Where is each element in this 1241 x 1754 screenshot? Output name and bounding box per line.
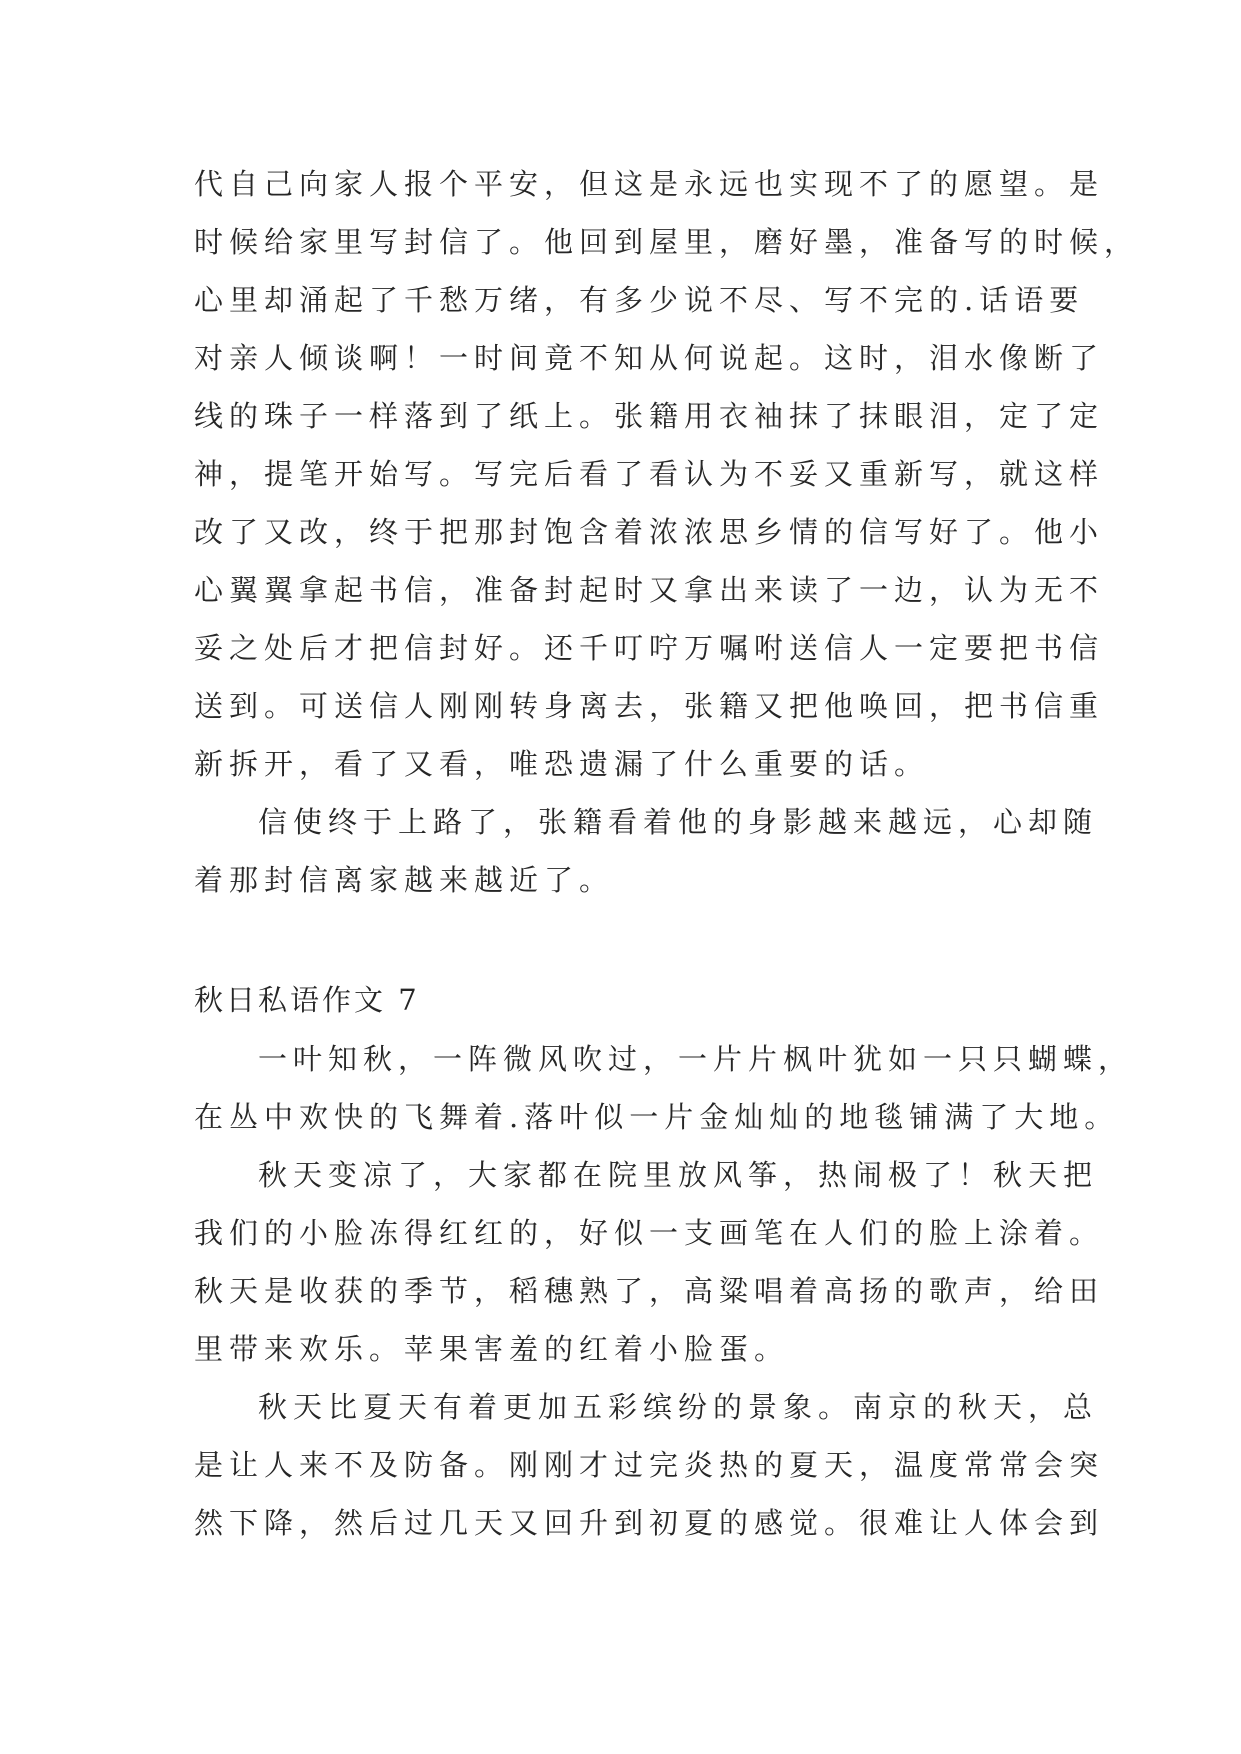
- text-line: 对亲人倾谈啊！一时间竟不知从何说起。这时，泪水像断了: [194, 341, 1105, 375]
- section1-paragraph2: [194, 793, 1099, 909]
- text-line: 代自己向家人报个平安，但这是永远也实现不了的愿望。是: [194, 167, 1105, 201]
- text-line: 送到。可送信人刚刚转身离去，张籍又把他唤回，把书信重: [194, 689, 1105, 723]
- text-line: 着那封信离家越来越近了。: [194, 863, 615, 897]
- text-line: 神，提笔开始写。写完后看了看认为不妥又重新写，就这样: [194, 457, 1105, 491]
- text-line: 新拆开，看了又看，唯恐遗漏了什么重要的话。: [194, 747, 930, 781]
- text-line: 然下降，然后过几天又回升到初夏的感觉。很难让人体会到: [194, 1506, 1105, 1540]
- text-line: 是让人来不及防备。刚刚才过完炎热的夏天，温度常常会突: [194, 1448, 1105, 1482]
- text-line: 里带来欢乐。苹果害羞的红着小脸蛋。: [194, 1332, 790, 1366]
- text-line: 改了又改，终于把那封饱含着浓浓思乡情的信写好了。他小: [194, 515, 1105, 549]
- section2-paragraph3: [194, 1378, 1105, 1552]
- text-line: 心里却涌起了千愁万绪，有多少说不尽、写不完的.话语要: [194, 283, 1085, 317]
- text-line: 我们的小脸冻得红红的，好似一支画笔在人们的脸上涂着。: [194, 1216, 1105, 1250]
- section2-paragraph1: [194, 1030, 1134, 1146]
- text-line: 线的珠子一样落到了纸上。张籍用衣袖抹了抹眼泪，定了定: [194, 399, 1105, 433]
- text-line: 妥之处后才把信封好。还千叮咛万嘱咐送信人一定要把书信: [194, 631, 1105, 665]
- text-line: 秋天变凉了，大家都在院里放风筝，热闹极了！秋天把: [258, 1158, 1099, 1192]
- text-line: 在丛中欢快的飞舞着.落叶似一片金灿灿的地毯铺满了大地。: [194, 1100, 1120, 1134]
- text-line: 秋天比夏天有着更加五彩缤纷的景象。南京的秋天，总: [258, 1390, 1099, 1424]
- text-line: 一叶知秋，一阵微风吹过，一片片枫叶犹如一只只蝴蝶，: [258, 1042, 1134, 1076]
- text-line: 信使终于上路了，张籍看着他的身影越来越远，心却随: [258, 805, 1099, 839]
- text-line: 秋天是收获的季节，稻穗熟了，高粱唱着高扬的歌声，给田: [194, 1274, 1105, 1308]
- essay-heading: 秋日私语作文 7: [194, 983, 420, 1017]
- text-line: 心翼翼拿起书信，准备封起时又拿出来读了一边，认为无不: [194, 573, 1105, 607]
- section2-paragraph2: [194, 1146, 1105, 1378]
- section1-paragraph1: [194, 155, 1140, 793]
- text-line: 时候给家里写封信了。他回到屋里，磨好墨，准备写的时候，: [194, 225, 1140, 259]
